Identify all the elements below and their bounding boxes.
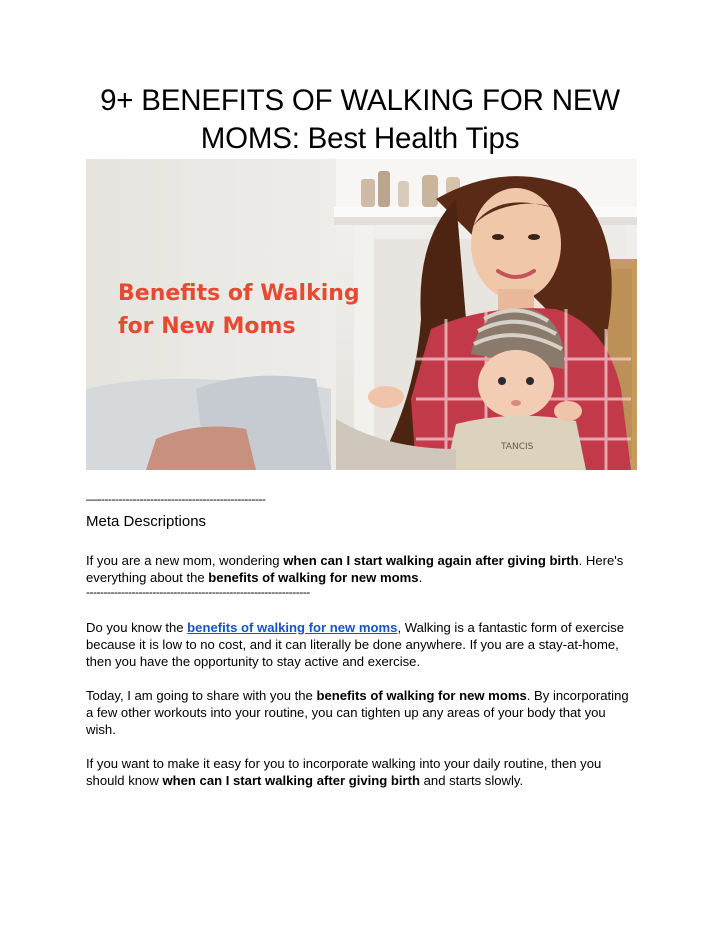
meta-description xyxy=(86,552,638,586)
text-run: , Walking is a fantastic form of exercise because it is low to no cost, and it can literally be done anywhere. If you are a stay-at-home, then you have the opportunity to stay active and exercise. xyxy=(86,620,624,669)
text-run: Do you know the xyxy=(86,620,188,635)
text-run: . Here's everything about the xyxy=(86,553,624,585)
bold-phrase: benefits of walking for new moms xyxy=(208,570,419,585)
hero-caption-line-1: Benefits of Walking xyxy=(118,281,360,306)
paragraph-3 xyxy=(86,755,638,789)
text-run: . By incorporating a few other workouts into your routine, you can tighten up any areas of your body that you wish. xyxy=(86,688,629,737)
text-run: If you want to make it easy for you to incorporate walking into your daily routine, then you should know xyxy=(86,756,602,788)
bold-phrase: benefits of walking for new moms xyxy=(316,688,527,703)
text-run: and starts slowly. xyxy=(420,773,524,788)
bold-phrase: when can I start walking after giving birth xyxy=(162,773,420,788)
page-title: 9+ BENEFITS OF WALKING FOR NEW MOMS: Best Health Tips xyxy=(100,84,620,155)
divider-line: —------------------------------------------------ xyxy=(86,493,266,505)
benefits-link[interactable]: benefits of walking for new moms xyxy=(187,620,398,635)
text-run: . xyxy=(418,570,423,585)
paragraph-1 xyxy=(86,619,638,670)
hero-caption xyxy=(118,277,360,343)
meta-heading: Meta Descriptions xyxy=(86,513,207,530)
divider-line: ---------------------------------------------------------------- xyxy=(86,586,310,598)
document-body xyxy=(86,493,638,789)
shirt-text: TANCIS xyxy=(501,442,534,452)
hero-image xyxy=(86,159,637,470)
hero-caption-line-2: for New Moms xyxy=(118,314,296,339)
bold-phrase: when can I start walking again after giving birth xyxy=(283,553,579,568)
text-run: If you are a new mom, wondering xyxy=(86,553,284,568)
text-run: Today, I am going to share with you the xyxy=(86,688,317,703)
paragraph-2 xyxy=(86,687,638,738)
